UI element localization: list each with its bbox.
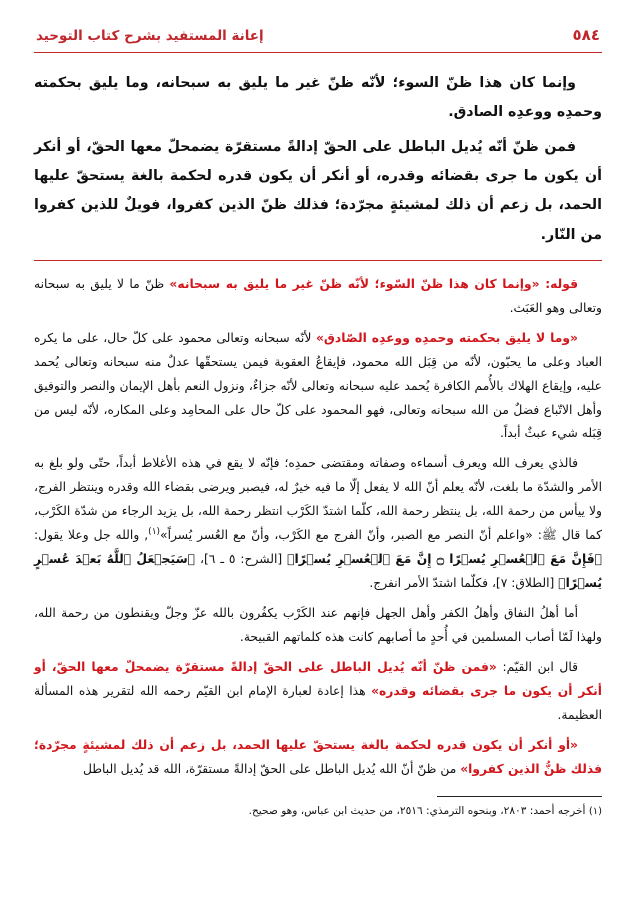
sharh-text-2: لأنّه سبحانه وتعالى محمود على كلّ حال، على ما يكره العباد وعلى ما يحبّون، لأنّه من قِبَل الله محمود، فإيقاعُ العقوبة فيمن يستحقّها عدلٌ منه سبحانه وتعالى يُحمد عليه، وإيقاع الهلاك بالأُمم الكافرة يُحمد عليه سبحانه وتعالى لأنّه جزاءٌ، ونزول النعم بأهل الإيمان والنصر والتوفيق وأهل الاتّباع فضلٌ من الله سبحانه وتعالى، فهو المحمود على كلّ حال على المحامِد وعلى المكاره، لأنّه ليس من قِبَله شيء عبثٌ أبداً.: [34, 330, 602, 441]
matn-paragraph-1: وإنما كان هذا ظنّ السوء؛ لأنّه ظنّ غير ما يليق به سبحانه، وما يليق بحكمته وحمدِه ووعدِه الصادق.: [34, 75, 602, 121]
footnote-marker-inline: (١): [148, 527, 161, 538]
page-header: [34, 26, 602, 50]
matn-paragraph-2: فمن ظنّ أنّه يُديل الباطل على الحقّ إدالةً مستقرّة يضمحلّ معها الحقّ، أو أنكر أن يكون ما جرى بقضائه وقدره، أو أنكر أن يكون قدره لحكمة بالغة يستحقّ عليها الحمد، بل زعم أن ذلك لمشيئةٍ مجرّدة؛ فذلك ظنّ الذين كفروا، فويلٌ للذين كفروا من النّار.: [34, 139, 602, 243]
quoted-matn-3: «فمن ظنّ أنّه يُديل الباطل على الحقّ إدالةً مستقرّة يضمحلّ معها الحقّ، أو أنكر أن يكون ما جرى بقضائه وقدره»: [34, 660, 603, 699]
sharh-paragraph-2: [34, 327, 602, 447]
sharh-section: [34, 273, 602, 782]
matn-sharh-divider: [34, 260, 602, 261]
header-divider: [34, 52, 602, 53]
sharh-text-3-tail: , والله جل وعلا يقول:: [34, 528, 149, 543]
quran-quote-1: ﴿فَإِنَّ مَعَ ٱلۡعُسۡرِ يُسۡرًا ۝ إِنَّ مَعَ ٱلۡعُسۡرِ يُسۡرًا﴾: [287, 552, 603, 567]
footnote-text: أخرجه أحمد: ٢٨٠٣، وبنحوه الترمذي: ٢٥١٦، من حديث ابن عباس، وهو صحيح.: [248, 805, 586, 818]
page-number: ٥٨٤: [572, 26, 600, 44]
sharh-text-3: فالذي يعرف الله ويعرف أسماءه وصفاته ومقتضى حمدِه؛ فإنّه لا يقع في هذه الأغلاط أبداً، حتّى ولو بلغ به الأمر والشدّة ما بلغت، لأنّه يعلم أنّ الله لا يفعل إلّا ما فيه خيرٌ له، فيصبر ويرضى بقضاء الله وقدره وينتظر الفرج، ولا ييأس من رحمة الله، بل ينتظر رحمة الله، كلّما اشتدّ الكَرْب انتظر رحمة الله، بل يزيد الرجاء من شدّة الكَرْب، كما قال ﷺ: «واعلم أنّ النصر مع الصبر، وأنّ الفرج مع الكَرْب، وأنّ مع العُسر يُسراً»: [34, 456, 602, 543]
ibn-qayyim-attribution: قال ابن القيّم:: [496, 660, 578, 675]
quoted-matn-1: قوله: «وإنما كان هذا ظنّ السّوء؛ لأنّه ظنّ غير ما يليق به سبحانه»: [169, 276, 579, 291]
quran-ref-2: [الطلاق: ٧]، فكلّما اشتدّ الأمر انفرج.: [369, 576, 559, 591]
footnote-area: [34, 802, 602, 820]
sharh-text-6: من ظنّ أنّ الله يُديل الباطل على الحقّ إدالةً مستقرّة، الله قد يُديل الباطل: [82, 762, 461, 777]
sharh-paragraph-3: [34, 452, 602, 596]
sharh-paragraph-1: [34, 273, 602, 321]
footnote-number: (١): [588, 806, 602, 818]
sharh-paragraph-6: [34, 734, 602, 782]
quran-quote-2: ﴿سَيَجۡعَلُ ٱللَّهُ بَعۡدَ عُسۡرٍ يُسۡرًا﴾: [34, 552, 602, 591]
footnote-divider: [437, 796, 602, 797]
quoted-matn-2: «وما لا يليق بحكمته وحمدِه ووعدِه الصّادق»: [315, 330, 578, 345]
sharh-paragraph-5: [34, 656, 602, 728]
sharh-text-5: هذا إعادة لعبارة الإمام ابن القيّم رحمه الله لتقرير هذه المسألة العظيمة.: [34, 684, 602, 723]
sharh-paragraph-4: أما أهلُ النفاق وأهلُ الكفر وأهل الجهل فإنهم عند الكَرْب يكفُرون بالله عزّ وجلّ ويقنطون من رحمة الله، ولهذا لَمّا أصاب المسلمين في أُحدٍ ما أصابهم كانت هذه كلماتهم القبيحة.: [34, 606, 602, 645]
matn-section: [34, 69, 602, 250]
book-title: إعانة المستفيد بشرح كتاب التوحيد: [36, 28, 264, 44]
quoted-matn-4: «أو أنكر أن يكون قدره لحكمة بالغة يستحقّ عليها الحمد، بل زعم أن ذلك لمشيئةٍ مجرّدة؛ فذلك ظنُّ الذين كفروا»: [34, 738, 602, 777]
sharh-text-1: ظنّ ما لا يليق به سبحانه وتعالى وهو العَبَث.: [34, 276, 602, 315]
quran-ref-1: [الشرح: ٥ ـ ٦]،: [195, 552, 288, 567]
